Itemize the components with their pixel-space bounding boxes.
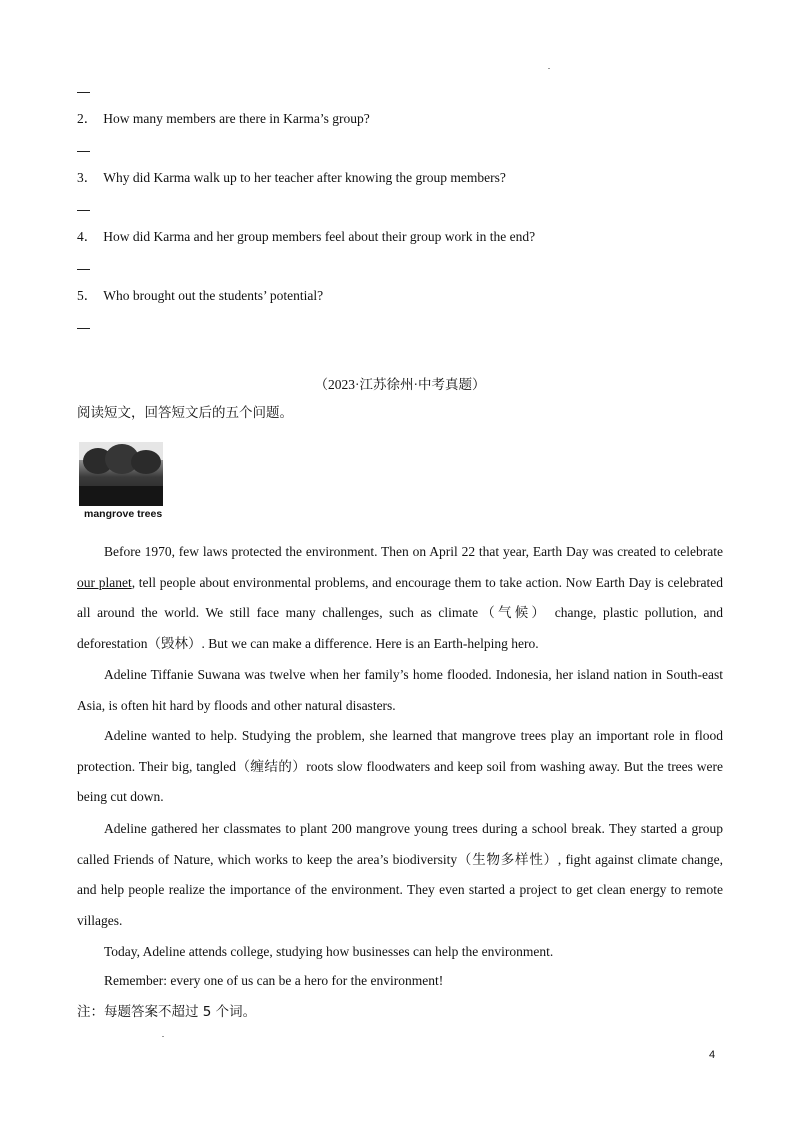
passage-paragraph-5: Today, Adeline attends college, studying how businesses can help the environment. — [104, 944, 554, 959]
source-heading: （2023·江苏徐州·中考真题） — [314, 377, 486, 392]
instruction-text: 阅读短文，回答短文后的五个问题。 — [77, 405, 293, 421]
passage-paragraph-1 — [77, 537, 723, 659]
passage-paragraph-6: Remember: every one of us can be a hero for the environment! — [104, 973, 444, 988]
passage-paragraph-2: Adeline Tiffanie Suwana was twelve when her family’s home flooded. Indonesia, her island nation in South-east Asia, is often hit hard by floods and other natural disasters. — [77, 667, 723, 713]
question-text: How did Karma and her group members feel about their group work in the end? — [103, 229, 536, 244]
question-3 — [77, 166, 506, 186]
answer-line — [77, 269, 90, 270]
answer-line — [77, 151, 90, 152]
answer-line — [77, 328, 90, 329]
underlined-phrase: our planet — [77, 574, 132, 590]
question-number: 5． — [77, 288, 98, 303]
question-5 — [77, 284, 323, 304]
page-number: 4 — [709, 1049, 716, 1061]
image-caption: mangrove trees — [84, 508, 163, 520]
question-2 — [77, 107, 370, 127]
passage-paragraph-4: Adeline gathered her classmates to plant 200 mangrove young trees during a school break. They started a group called Friends of Nature, which works to keep the area’s biodiversity（生物多样性）, fight against climate change, and help people realize the importance of the environment. They even started a project to get clean energy to remote villages. — [77, 821, 723, 928]
answer-note: 注：每题答案不超过 5 个词。 — [77, 1004, 257, 1020]
question-text: Why did Karma walk up to her teacher after knowing the group members? — [103, 170, 506, 185]
scan-dot — [162, 1036, 164, 1037]
mangrove-photo — [79, 442, 163, 506]
question-number: 3． — [77, 170, 98, 185]
passage-paragraph-3: Adeline wanted to help. Studying the problem, she learned that mangrove trees play an important role in flood protection. Their big, tangled（缠结的）roots slow floodwaters and keep soil from washing away. But the trees were being cut down. — [77, 728, 723, 804]
passage-text: , tell people about environmental problems, and encourage them to take action. Now Earth Day is celebrated all around the world. We still face many challenges, such as climate（气候） change, plastic pollution, and deforestation（毁林）. But we can make a difference. Here is an Earth-helping hero. — [77, 574, 724, 651]
question-number: 4． — [77, 229, 98, 244]
passage-text: Before 1970, few laws protected the environment. Then on April 22 that year, Earth Day was created to celebrate — [104, 544, 723, 559]
scan-dot — [548, 68, 550, 69]
answer-line — [77, 210, 90, 211]
question-text: Who brought out the students’ potential? — [103, 288, 324, 303]
question-4 — [77, 225, 535, 245]
question-number: 2． — [77, 111, 98, 126]
answer-line — [77, 92, 90, 93]
question-text: How many members are there in Karma’s group? — [103, 111, 370, 126]
